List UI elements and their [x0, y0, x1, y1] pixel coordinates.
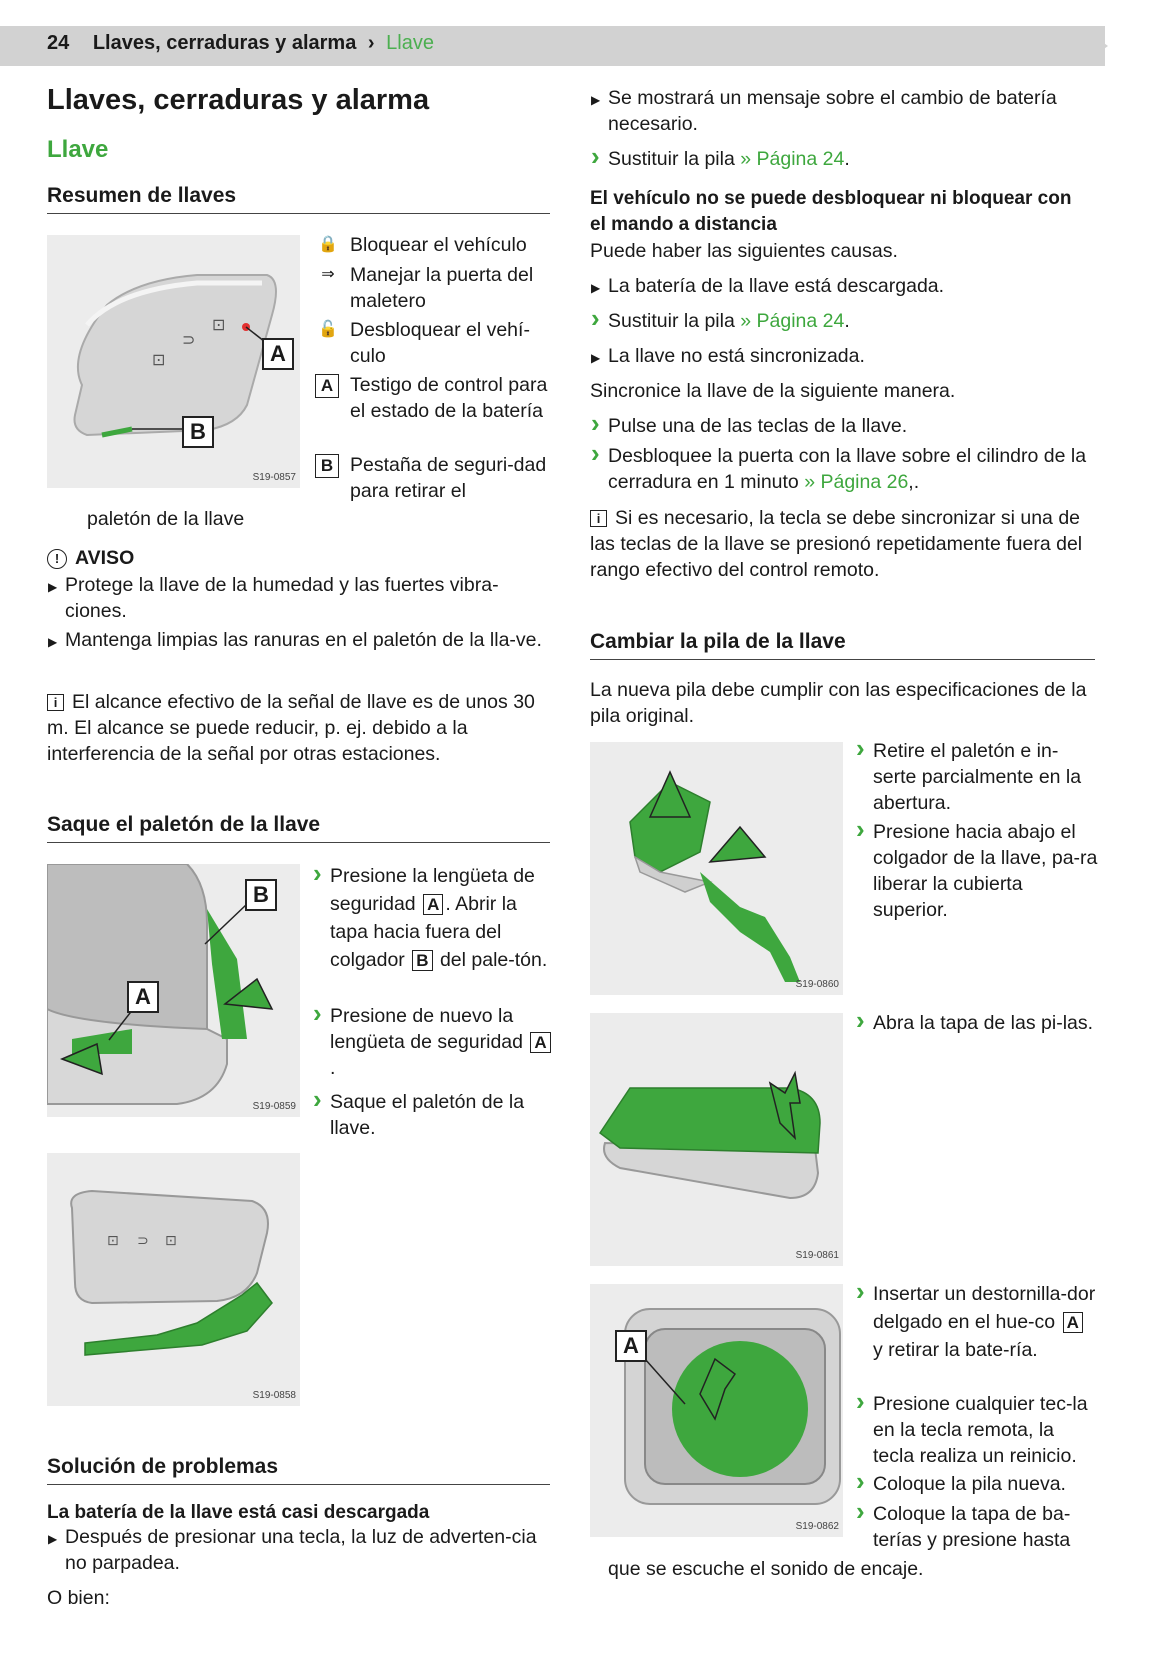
- ref-a-box: A: [1063, 1312, 1083, 1333]
- page-24-link[interactable]: » Página 24: [740, 148, 845, 170]
- legend-row: [315, 372, 555, 452]
- info-range: [47, 689, 557, 767]
- figure-remove-blade: [47, 864, 300, 1117]
- info-icon: i: [590, 510, 607, 527]
- low-battery-item: ▶ Después de presionar una tecla, la luz de adverten-cia no parpadea.: [65, 1524, 555, 1576]
- figure-key-overview: [47, 235, 300, 488]
- page-24-link[interactable]: » Página 24: [740, 310, 845, 332]
- change-step-4-a: Insertar un destornilla-dor delgado en el hue-co: [873, 1283, 1096, 1333]
- heading-troubleshooting: Solución de problemas: [47, 1455, 550, 1485]
- warning-item: ▶ Protege la llave de la humedad y las fuertes vibra-ciones.: [65, 572, 555, 624]
- legend-row: [315, 317, 555, 372]
- legend-row: [315, 232, 555, 262]
- legend-trunk-text: Manejar la puerta del maletero: [350, 264, 534, 312]
- legend-unlock-text: Desbloquear el vehí-culo: [350, 319, 530, 367]
- heading-key-overview: Resumen de llaves: [47, 184, 550, 214]
- warning-item: ▶ Mantenga limpias las ranuras en el paletón de la lla-ve.: [65, 627, 555, 653]
- change-step-1: › Retire el paletón e in-serte parcialmente en la abertura.: [873, 738, 1098, 816]
- battery-cover-illustration: [590, 1013, 843, 1266]
- unlock-icon: 🔓: [318, 321, 338, 338]
- svg-text:⊡: ⊡: [152, 350, 166, 369]
- info-icon: i: [47, 694, 64, 711]
- callout-a: A: [127, 981, 159, 1013]
- warning-icon: !: [47, 549, 67, 569]
- header-current: Llave: [386, 32, 434, 54]
- lock-icon: 🔒: [318, 236, 338, 253]
- heading-low-battery: La batería de la llave está casi descargada: [47, 1502, 430, 1523]
- change-step-7-continuation: que se escuche el sonido de encaje.: [608, 1558, 924, 1580]
- replace-battery-step: › Sustituir la pila » Página 24.: [608, 146, 1098, 172]
- heading-change-battery: Cambiar la pila de la llave: [590, 630, 1095, 660]
- ref-a-box: A: [423, 894, 443, 915]
- remove-step-3: › Saque el paletón de la llave.: [330, 1089, 555, 1141]
- remove-step-2: › Presione de nuevo la lengüeta de seguridad A.: [330, 1003, 555, 1081]
- figure-code: S19-0861: [795, 1250, 839, 1261]
- page-number: 24: [47, 32, 70, 54]
- running-header: [47, 32, 434, 55]
- callout-a: A: [615, 1330, 647, 1362]
- car-trunk-icon: ⇒: [321, 266, 335, 283]
- ref-a-box: A: [530, 1032, 550, 1053]
- sync-info-text: Si es necesario, la tecla se debe sincronizar si una de las teclas de la llave se presionó repetidamente fuera del rango efectivo del control remoto.: [590, 507, 1083, 581]
- sync-info: [590, 505, 1100, 583]
- legend-b-text: Pestaña de seguri-dad para retirar el: [350, 454, 547, 502]
- change-step-3: › Abra la tapa de las pi-las.: [873, 1010, 1098, 1036]
- header-arrow: [1080, 26, 1108, 66]
- page-26-link[interactable]: » Página 26: [804, 471, 909, 493]
- callout-b: B: [245, 879, 277, 911]
- figure-code: S19-0859: [252, 1101, 296, 1112]
- warning-heading: [47, 545, 134, 571]
- callout-a: A: [262, 338, 294, 370]
- figure-blade-removed: [47, 1153, 300, 1406]
- section-title: Llave: [47, 136, 109, 163]
- remove-step-1-c: del pale-tón.: [439, 949, 548, 971]
- figure-code: S19-0862: [795, 1521, 839, 1532]
- figure-battery-cover: [590, 1013, 843, 1266]
- svg-text:⊡: ⊡: [212, 315, 226, 334]
- sync-step-1: › Pulse una de las teclas de la llave.: [608, 413, 1098, 439]
- legend-b-continuation: paletón de la llave: [87, 508, 245, 530]
- figure-code: S19-0860: [795, 979, 839, 990]
- cause-item: ▶ La batería de la llave está descargada.: [608, 273, 1098, 299]
- header-section: Llaves, cerraduras y alarma: [92, 32, 357, 54]
- cause-item: ▶ La llave no está sincronizada.: [608, 343, 1098, 369]
- change-step-4-b: y retirar la bate-ría.: [873, 1339, 1038, 1361]
- page-title: Llaves, cerraduras y alarma: [47, 84, 430, 116]
- remove-step-1-b: . Abrir la tapa hacia fuera del colgador: [330, 893, 517, 971]
- legend-b-box: B: [315, 454, 339, 478]
- change-intro: La nueva pila debe cumplir con las especificaciones de la pila original.: [590, 679, 1087, 727]
- callout-b: B: [182, 416, 214, 448]
- change-step-6: › Coloque la pila nueva.: [873, 1471, 1098, 1497]
- ref-b-box: B: [412, 950, 432, 971]
- info-range-text: El alcance efectivo de la señal de llave es de unos 30 m. El alcance se puede reducir, p. ej. debido a la interferencia de la señal por otras estaciones.: [47, 691, 535, 765]
- legend-row: [315, 452, 555, 504]
- sync-step-2: › Desbloquee la puerta con la llave sobre el cilindro de la cerradura en 1 minuto » Página 26,.: [608, 443, 1098, 495]
- figure-open-cover: [590, 742, 843, 995]
- figure-code: S19-0857: [252, 472, 296, 483]
- svg-text:⊃: ⊃: [182, 330, 196, 349]
- change-step-2: › Presione hacia abajo el colgador de la llave, pa-ra liberar la cubierta superior.: [873, 819, 1098, 923]
- heading-remove-blade: Saque el paletón de la llave: [47, 813, 550, 843]
- legend-row: [315, 262, 555, 317]
- change-step-5: › Presione cualquier tec-la en la tecla remota, la tecla realiza un reinicio.: [873, 1391, 1098, 1469]
- sync-step-2-text: Desbloquee la puerta con la llave sobre el cilindro de la cerradura en 1 minuto: [608, 445, 1087, 493]
- remove-step-1: [330, 862, 555, 974]
- svg-text:⊃: ⊃: [137, 1233, 149, 1249]
- message-item: ▶ Se mostrará un mensaje sobre el cambio de batería necesario.: [608, 85, 1098, 137]
- heading-cannot-lock: El vehículo no se puede desbloquear ni bloquear con el mando a distancia: [590, 188, 1072, 235]
- replace-battery-text: Sustituir la pila: [608, 310, 735, 332]
- key-cover-release-illustration: [590, 742, 843, 995]
- sync-intro: Sincronice la llave de la siguiente manera.: [590, 380, 956, 402]
- key-legend: [315, 232, 555, 504]
- figure-code: S19-0858: [252, 1390, 296, 1401]
- causes-text: Puede haber las siguientes causas.: [590, 240, 898, 262]
- legend-a-box: A: [315, 374, 339, 398]
- replace-battery-text: Sustituir la pila: [608, 148, 735, 170]
- svg-text:⊡: ⊡: [107, 1233, 119, 1249]
- legend-lock-text: Bloquear el vehículo: [350, 234, 527, 256]
- figure-battery-remove: [590, 1284, 843, 1537]
- or-text: O bien:: [47, 1587, 110, 1609]
- change-step-4: [873, 1280, 1098, 1364]
- replace-battery-step: › Sustituir la pila » Página 24.: [608, 308, 1098, 334]
- change-step-7: › Coloque la tapa de ba-terías y presione hasta: [873, 1501, 1098, 1553]
- breadcrumb-separator: ›: [367, 32, 375, 54]
- svg-text:⊡: ⊡: [165, 1233, 177, 1249]
- warning-title: AVISO: [75, 547, 135, 569]
- legend-a-text: Testigo de control para el estado de la batería: [350, 374, 548, 422]
- remove-step-1-a: Presione la lengüeta de seguridad: [330, 865, 535, 915]
- key-and-blade-illustration: [47, 1153, 300, 1406]
- remove-step-2-text: Presione de nuevo la lengüeta de seguridad: [330, 1005, 523, 1053]
- battery-compartment-illustration: [590, 1284, 843, 1537]
